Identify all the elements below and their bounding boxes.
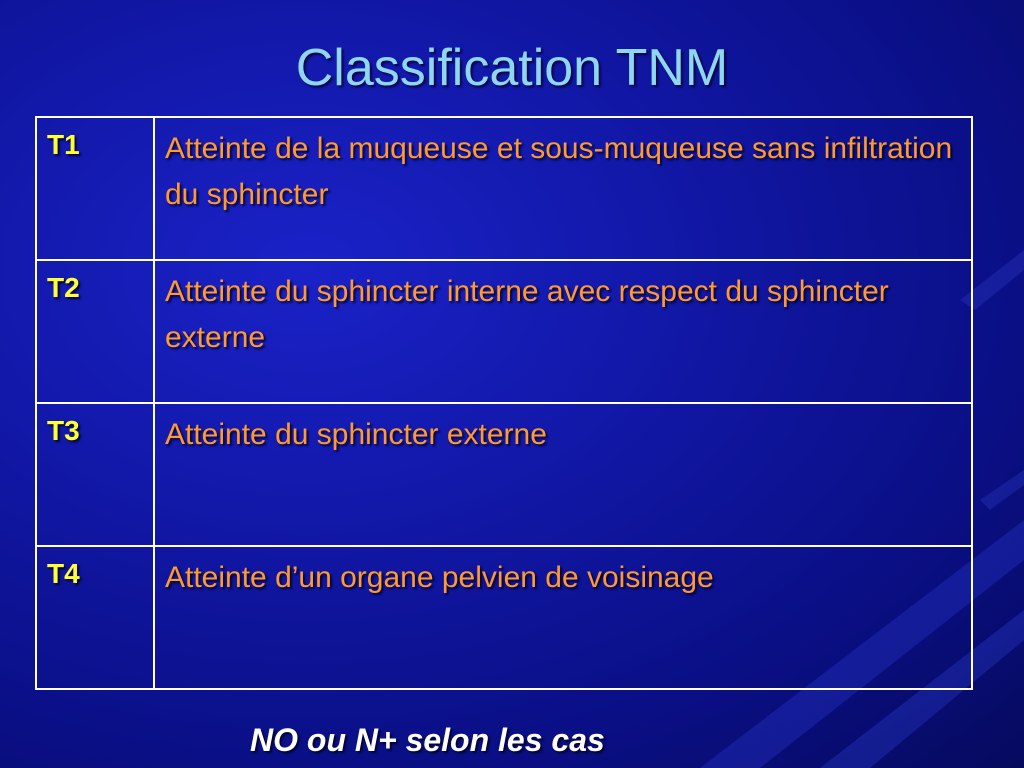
table-row: [36, 117, 972, 260]
table-row: [36, 546, 972, 689]
stage-description: Atteinte de la muqueuse et sous-muqueuse sans infiltration du sphincter: [154, 117, 972, 260]
table-row: [36, 260, 972, 403]
stage-code: T1: [36, 117, 154, 260]
stage-description: Atteinte du sphincter externe: [154, 403, 972, 546]
stage-code: T3: [36, 403, 154, 546]
tnm-table: [35, 116, 973, 690]
stage-description: Atteinte du sphincter interne avec respect du sphincter externe: [154, 260, 972, 403]
footnote: NO ou N+ selon les cas: [250, 722, 605, 758]
slide-title: Classification TNM: [295, 39, 729, 97]
stage-code: T2: [36, 260, 154, 403]
stage-description: Atteinte d’un organe pelvien de voisinage: [154, 546, 972, 689]
table-row: [36, 403, 972, 546]
stage-code: T4: [36, 546, 154, 689]
